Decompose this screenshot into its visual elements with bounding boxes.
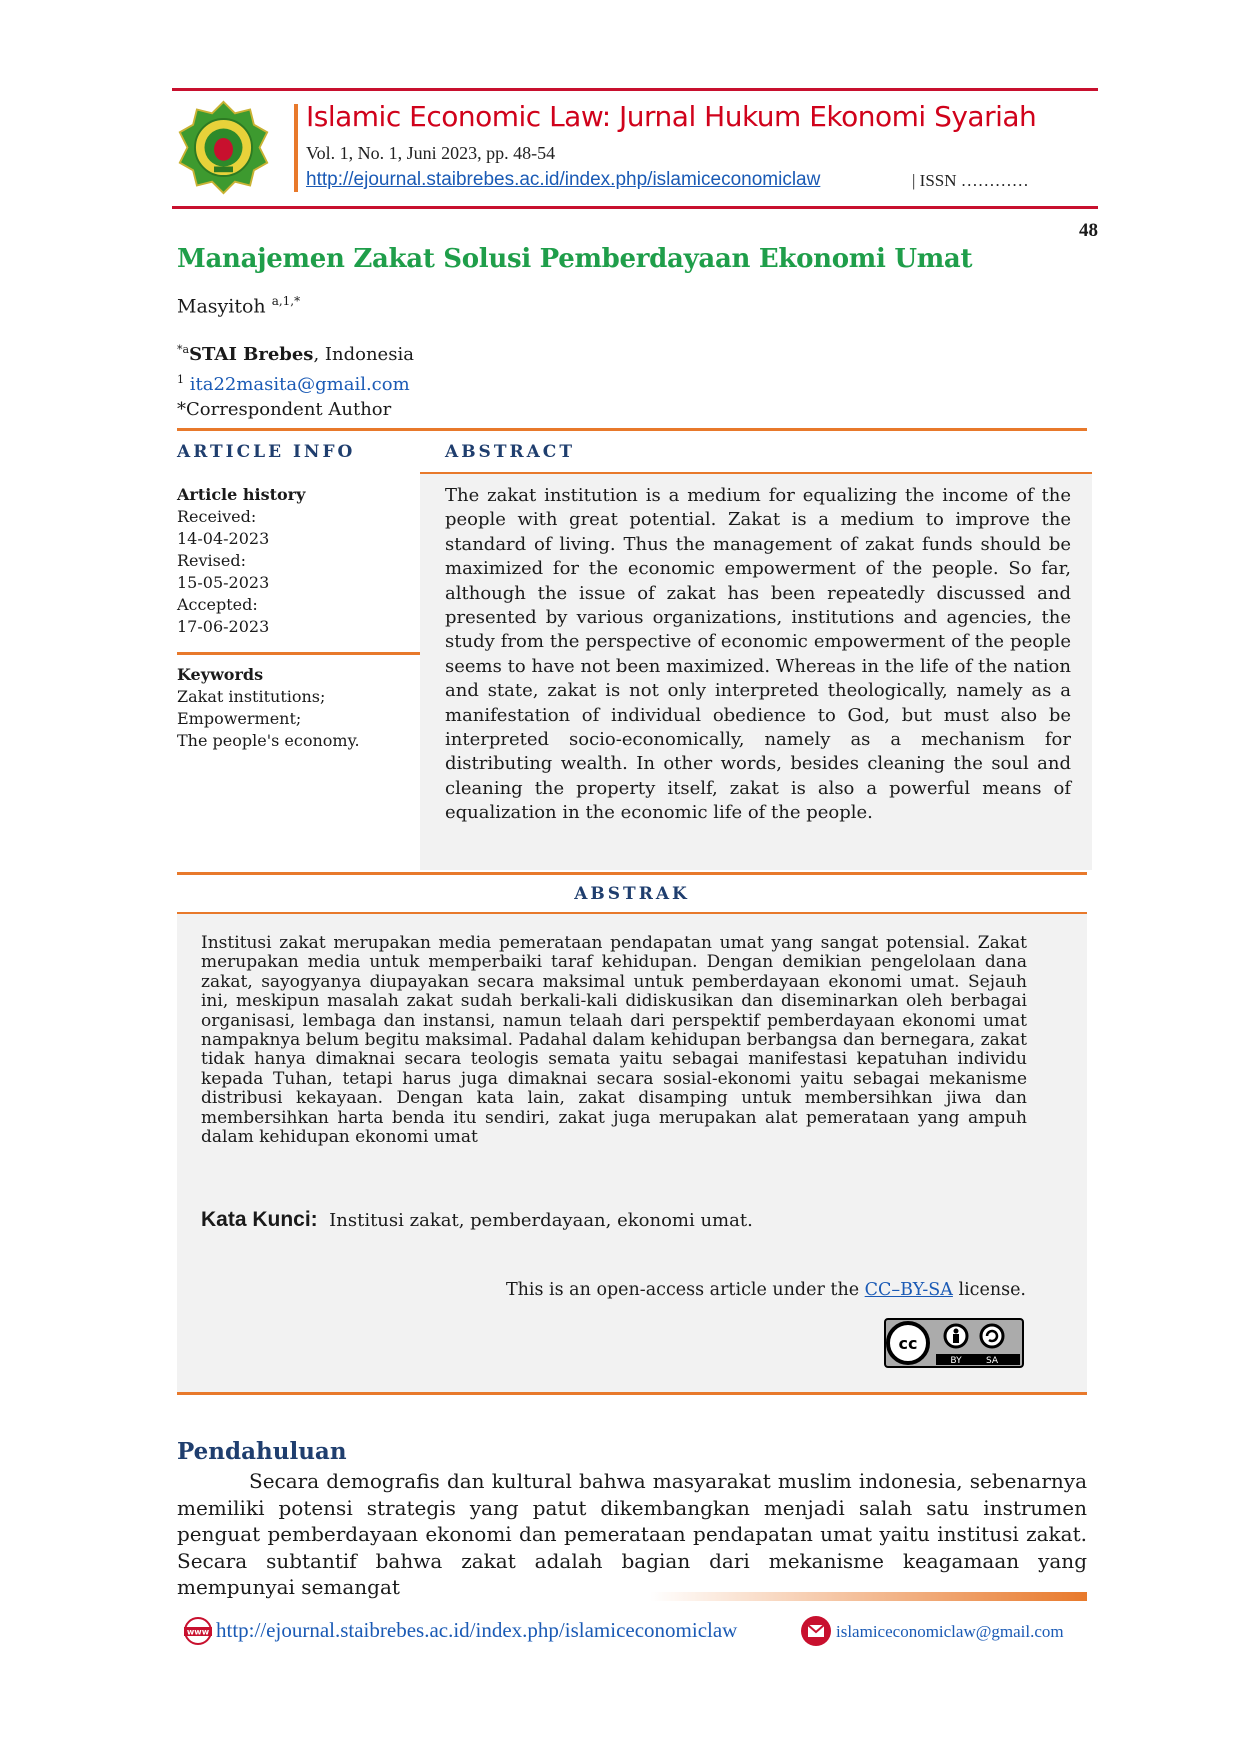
received-label: Received:	[177, 507, 257, 526]
footer-url-link[interactable]: http://ejournal.staibrebes.ac.id/index.php/islamiceconomiclaw	[216, 1618, 738, 1642]
keyword-item: Zakat institutions;	[177, 687, 326, 706]
license-prefix: This is an open-access article under the	[505, 1280, 865, 1300]
author-line	[177, 294, 300, 317]
revised-label: Revised:	[177, 551, 246, 570]
footer-gradient-rule	[650, 1592, 1087, 1601]
correspondent-note: *Correspondent Author	[177, 399, 392, 420]
header-accent-bar	[294, 104, 298, 192]
license-link[interactable]: CC–BY-SA	[864, 1280, 953, 1300]
journal-issn: | ISSN …………	[912, 171, 1029, 190]
accepted-label: Accepted:	[177, 595, 258, 614]
pendahuluan-text: Secara demografis dan kultural bahwa masyarakat muslim indonesia, sebenarnya memiliki potensi strategis yang patut dikembangkan menjadi salah satu instrumen penguat pemberdayaan ekonomi dan pemerataan pendapatan umat yaitu institusi zakat. Secara subtantif bahwa zakat adalah bagian dari mekanisme keagamaan yang mempunyai semangat	[177, 1469, 1087, 1599]
accepted-date: 17-06-2023	[177, 617, 270, 636]
article-title: Manajemen Zakat Solusi Pemberdayaan Ekonomi Umat	[177, 244, 973, 274]
received-date: 14-04-2023	[177, 529, 270, 548]
www-icon-text: www	[186, 1627, 210, 1637]
header-bottom-rule	[172, 206, 1098, 209]
cc-by-sa-badge-icon[interactable]	[884, 1318, 1024, 1368]
kata-kunci-line	[201, 1208, 753, 1232]
www-globe-icon	[184, 1617, 212, 1645]
revised-date: 15-05-2023	[177, 573, 270, 592]
journal-url-link[interactable]: http://ejournal.staibrebes.ac.id/index.php/islamiceconomiclaw	[306, 169, 821, 190]
article-info-heading: ARTICLE INFO	[177, 442, 356, 462]
affiliation-name: STAI Brebes	[189, 344, 314, 365]
abstrak-top-rule	[177, 872, 1087, 875]
sa-label: SA	[985, 1356, 999, 1366]
author-name: Masyitoh	[177, 295, 266, 318]
affiliation-country: , Indonesia	[313, 344, 414, 365]
affiliation-superscript: *a	[177, 343, 190, 356]
article-history-block	[177, 484, 305, 638]
author-email-link[interactable]: ita22masita@gmail.com	[189, 374, 410, 395]
abstrak-text: Institusi zakat merupakan media pemerataan pendapatan umat yang sangat potensial. Zakat merupakan media untuk memperbaiki taraf kehidupan. Dengan demikian pengelolaan dana zakat, sayogyanya diupayakan secara maksimal untuk pemberdayaan ekonomi umat. Sejauh ini, meskipun masalah zakat sudah berkali-kali didiskusikan dan diseminarkan oleh berbagai organisasi, lembaga dan instansi, namun telaah dari perspektif pemberdayaan ekonomi umat nampaknya belum begitu maksimal. Padahal dalam kehidupan berbangsa dan bernegara, zakat tidak hanya dimaknai secara teologis semata yaitu sebagai manifestasi kepatuhan individu kepada Tuhan, tetapi harus juga dimaknai secara sosial-ekonomi yaitu sebagai mekanisme distribusi kekayaan. Dengan kata lain, zakat disamping untuk membersihkan jiwa dan membersihkan harta benda itu sendiri, zakat juga merupakan alat pemerataan yang ampuh dalam kehidupan ekonomi umat	[201, 933, 1027, 1148]
license-line	[506, 1280, 1026, 1300]
page-number: 48	[1079, 220, 1098, 241]
by-label: BY	[950, 1356, 962, 1366]
footer-email-link[interactable]: islamiceconomiclaw@gmail.com	[836, 1622, 1064, 1641]
keyword-item: Empowerment;	[177, 709, 302, 728]
section-rule	[177, 428, 1087, 431]
mail-icon	[800, 1615, 832, 1647]
abstrak-bottom-rule	[177, 1392, 1087, 1395]
article-history-label: Article history	[177, 485, 306, 504]
keyword-item: The people's economy.	[177, 731, 360, 750]
section-title-pendahuluan: Pendahuluan	[177, 1438, 347, 1465]
journal-logo	[176, 100, 271, 195]
info-divider-rule	[177, 652, 420, 655]
author-superscript: a,1,*	[271, 294, 301, 308]
email-superscript: 1	[177, 373, 184, 386]
affiliation-block	[177, 337, 414, 422]
keywords-block	[177, 664, 360, 752]
kata-kunci-values: Institusi zakat, pemberdayaan, ekonomi umat.	[329, 1210, 753, 1231]
journal-title: Islamic Economic Law: Jurnal Hukum Ekonomi Syariah	[306, 100, 1037, 133]
abstract-heading: ABSTRACT	[445, 442, 575, 462]
cc-icon-text: cc	[898, 1334, 918, 1353]
abstract-text: The zakat institution is a medium for equalizing the income of the people with great potential. Zakat is a medium to improve the standard of living. Thus the management of zakat funds should be maximized for the economic empowerment of the people. So far, although the issue of zakat has been repeatedly discussed and presented by various organizations, institutions and agencies, the study from the perspective of economic empowerment of the people seems to have not been maximized. Whereas in the life of the nation and state, zakat is not only interpreted theologically, namely as a manifestation of individual obedience to God, but must also be interpreted socio-economically, namely as a mechanism for distributing wealth. In other words, besides cleaning the soul and cleaning the property itself, zakat is also a powerful means of equalization in the economic life of the people.	[445, 485, 1071, 824]
license-suffix: license.	[952, 1280, 1026, 1300]
pendahuluan-paragraph	[177, 1468, 1087, 1601]
affiliation-line	[177, 337, 414, 367]
email-line	[177, 367, 414, 397]
keywords-label: Keywords	[177, 665, 264, 684]
abstrak-heading: ABSTRAK	[574, 884, 690, 904]
header-top-rule	[172, 88, 1098, 91]
journal-volume: Vol. 1, No. 1, Juni 2023, pp. 48-54	[306, 143, 556, 163]
kata-kunci-label: Kata Kunci:	[201, 1208, 318, 1231]
